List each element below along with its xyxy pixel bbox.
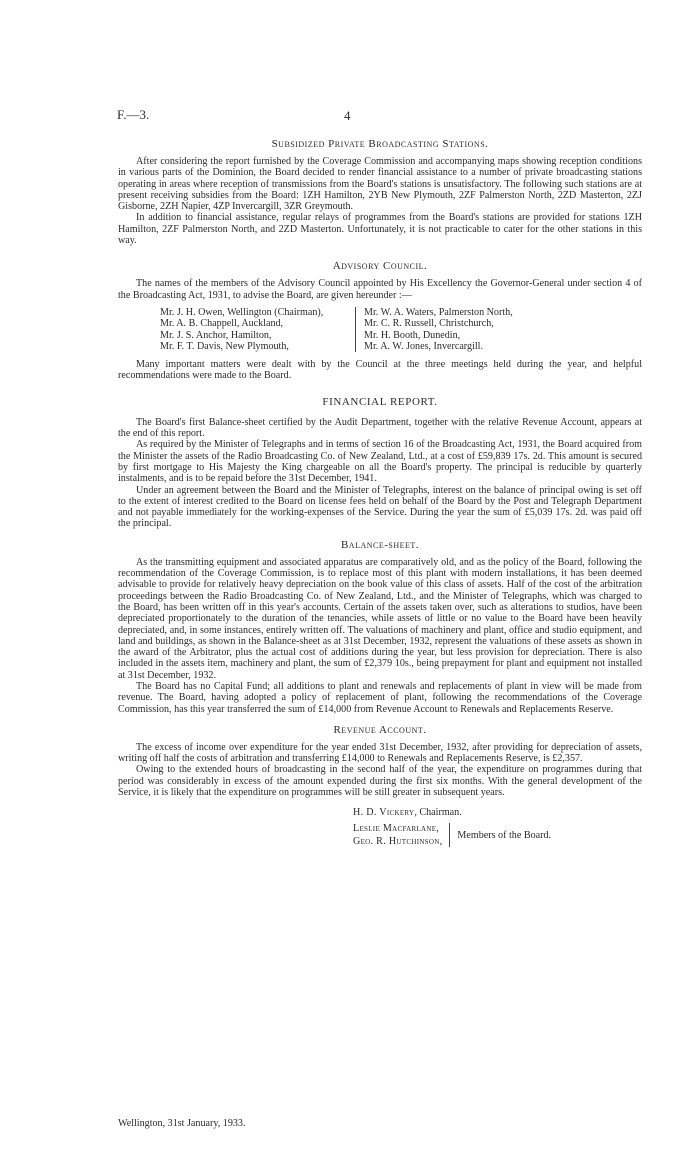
member-entry: Mr. A. B. Chappell, Auckland, bbox=[160, 318, 284, 330]
column-divider bbox=[355, 307, 356, 352]
chairman-title: , Chairman. bbox=[414, 807, 462, 819]
member-entry: Mr. F. T. Davis, New Plymouth, bbox=[160, 340, 289, 352]
section-heading: Balance-sheet. bbox=[340, 538, 420, 551]
board-member-name: Leslie Macfarlane, bbox=[353, 823, 440, 835]
paragraph: The Board has no Capital Fund; all additions to plant and renewals and replacements of plant in view will be made from revenue. The Board, having adopted a policy of replacement of plant, following the recommendations of the Coverage Commission, has this year transferred the sum of £14,000 from Revenue Account to Renewals and Replacements Reserve. bbox=[118, 680, 642, 715]
members-column-right bbox=[364, 307, 564, 352]
member-entry: Mr. W. A. Waters, Palmerston North, bbox=[364, 306, 513, 318]
board-members-signatures bbox=[353, 822, 642, 848]
section-financial-report bbox=[118, 396, 642, 530]
chairman-signature bbox=[353, 806, 642, 819]
section-subsidized-stations bbox=[118, 138, 642, 246]
section-revenue-account bbox=[118, 724, 642, 798]
board-members-title: Members of the Board. bbox=[457, 829, 552, 841]
paragraph: As required by the Minister of Telegraphs and in terms of section 16 of the Broadcasting Act, 1931, the Board acquired from the Minister the assets of the Radio Broadcasting Co. of New Zealand, Ltd., at a cost of £59,839 17s. 2d. This amount is secured by first mortgage to His Majesty the King chargeable on all the Board's property. The principal is reducible by quarterly instalments, and is to be repaid before the 31st December, 1941. bbox=[118, 439, 642, 485]
section-heading: Revenue Account. bbox=[333, 723, 427, 736]
section-advisory-council bbox=[118, 260, 642, 381]
page-number: 4 bbox=[344, 108, 351, 123]
paragraph: After considering the report furnished by the Coverage Commission and accompanying maps showing reception conditions in various parts of the Dominion, the Board decided to render financial assistance to a number of private broadcasting stations operating in areas where reception of transmissions from the Board's stations is unsatisfactory. The following such stations are at present receiving subsidies from the Board: 1ZH Hamilton, 2YB New Plymouth, 2ZF Palmerston North, 2ZD Masterton, 2ZJ Gisborne, 2ZH Napier, 4ZP Invercargill, 3ZR Greymouth. bbox=[118, 156, 642, 213]
signature-block bbox=[353, 806, 642, 848]
paragraph: The excess of income over expenditure for the year ended 31st December, 1932, after providing for depreciation of assets, writing off half the costs of arbitration and transferring £14,000 to Renewals and Replacements Reserve, is £2,357. bbox=[118, 741, 642, 765]
paragraph: As the transmitting equipment and associated apparatus are comparatively old, and as the policy of the Board, following the recommendation of the Coverage Commission, is to replace most of this plant with modern installations, it has been deemed advisable to provide for relatively heavy depreciation on the book value of this class of assets. Half of the cost of the arbitration proceedings between the Radio Broadcasting Co. of New Zealand, Ltd., and the Minister of Telegraphs, which was charged to the Board, has been written off in this year's accounts. Certain of the assets taken over, such as alterations to studios, have been depreciated proportionately to the duration of the tenancies, while assets of little or no value to the Board have been heavily depreciated, and, in some instances, entirely written off. The valuations of machinery and plant, office and studio equipment, and land and buildings, as shown in the Balance-sheet as at 31st December, 1932, represent the valuations of these assets as shown in the award of the Arbitrator, plus the actual cost of additions during the year, but less provision for depreciation. There is also included in the assets item, machinery and plant, the sum of £2,379 10s., being prepayment for plant and equipment not installed at 31st December, 1932. bbox=[118, 556, 642, 681]
member-entry: Mr. J. H. Owen, Wellington (Chairman), bbox=[160, 306, 324, 318]
document-body bbox=[118, 138, 642, 848]
paragraph: In addition to financial assistance, regular relays of programmes from the Board's stations are provided for stations 1ZH Hamilton, 2ZF Palmerston North, and 2ZD Masterton. Unfortunately, it is not practicable to cater for the other stations in this way. bbox=[118, 212, 642, 247]
board-member-names bbox=[353, 822, 442, 848]
paragraph: The names of the members of the Advisory Council appointed by His Excellency the Governor-General under section 4 of the Broadcasting Act, 1931, to advise the Board, are given hereunder :— bbox=[118, 278, 642, 301]
place-and-date: Wellington, 31st January, 1933. bbox=[118, 1118, 246, 1129]
member-entry: Mr. A. W. Jones, Invercargill. bbox=[364, 340, 483, 352]
members-column-left bbox=[160, 307, 350, 352]
section-heading: Advisory Council. bbox=[332, 260, 428, 273]
section-heading: FINANCIAL REPORT. bbox=[322, 395, 438, 408]
section-heading: Subsidized Private Broadcasting Stations. bbox=[271, 138, 489, 150]
chairman-name: H. D. Vickery bbox=[353, 807, 415, 819]
board-member-name: Geo. R. Hutchinson, bbox=[353, 836, 443, 848]
section-balance-sheet bbox=[118, 539, 642, 715]
paragraph: Under an agreement between the Board and the Minister of Telegraphs, interest on the balance of principal owing is set off to the extent of interest credited to the Board on license fees held on behalf of the Board by the Post and Telegraph Department and not payable immediately for the working-expenses of the Service. During the year the sum of £5,039 17s. 2d. was paid off the principal. bbox=[118, 484, 642, 530]
paragraph: The Board's first Balance-sheet certified by the Audit Department, together with the relative Revenue Account, appears at the end of this report. bbox=[118, 416, 642, 440]
council-members-list bbox=[160, 307, 642, 352]
paragraph: Owing to the extended hours of broadcasting in the second half of the year, the expenditure on programmes during that period was considerably in excess of the amount expended during the first six months. With the general development of the Service, it is likely that the expenditure on programmes will be still greater in subsequent years. bbox=[118, 764, 642, 799]
member-entry: Mr. C. R. Russell, Christchurch, bbox=[364, 318, 494, 330]
member-entry: Mr. H. Booth, Dunedin, bbox=[364, 329, 461, 341]
document-code: F.—3. bbox=[117, 107, 150, 122]
member-entry: Mr. J. S. Anchor, Hamilton, bbox=[160, 329, 272, 341]
paragraph: Many important matters were dealt with by the Council at the three meetings held during the year, and helpful recommendations were made to the Board. bbox=[118, 359, 642, 382]
signature-brace bbox=[449, 823, 450, 847]
